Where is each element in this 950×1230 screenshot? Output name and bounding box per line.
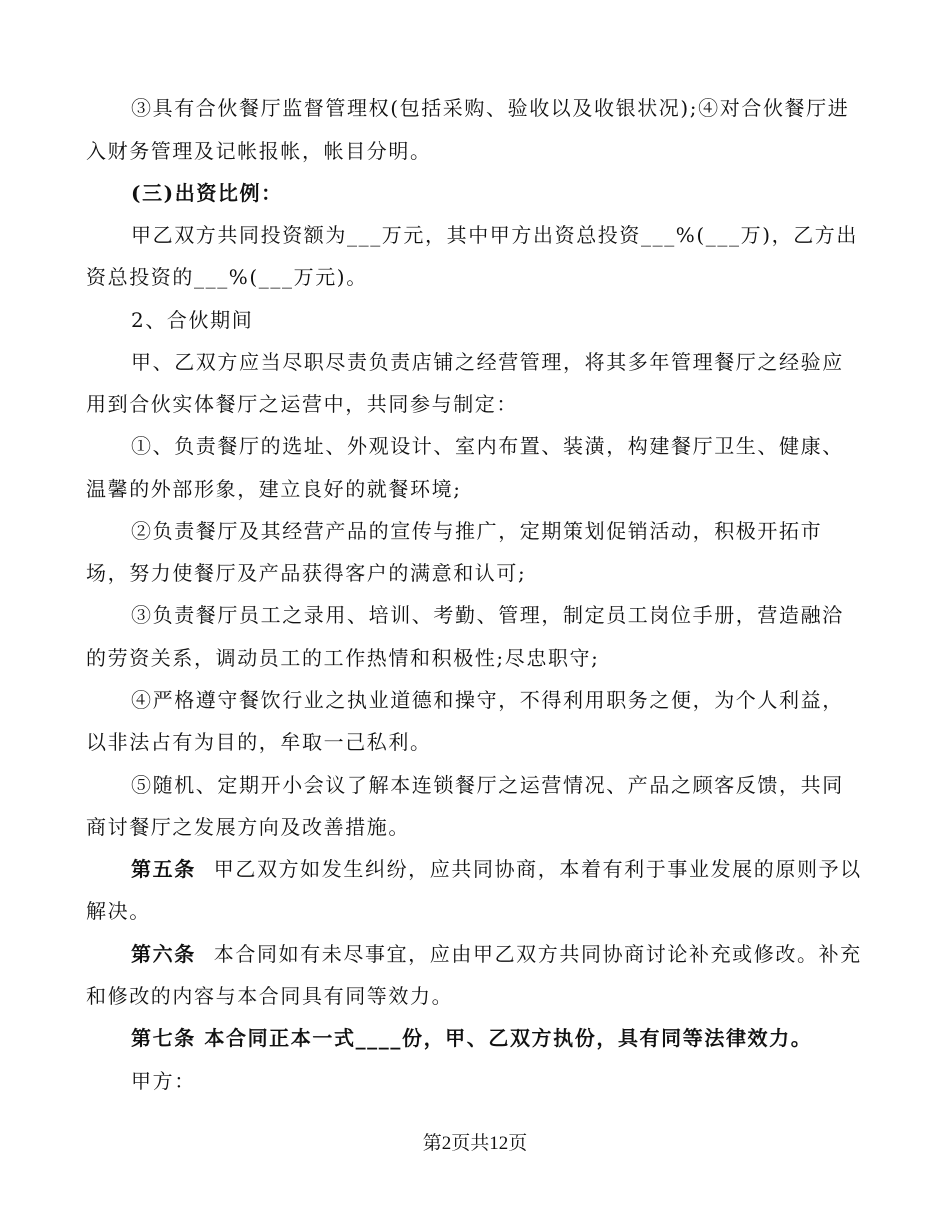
article-5-text: 甲乙双方如发生纠纷，应共同协商，本着有利于事业发展的原则予以 xyxy=(213,857,862,881)
text-line: 场，努力使餐厅及产品获得客户的满意和认可; xyxy=(86,561,527,585)
text-line: 解决。 xyxy=(86,899,151,923)
section-heading: (三)出资比例： xyxy=(131,181,283,205)
article-5-label: 第五条 xyxy=(131,857,196,881)
article-line xyxy=(131,856,862,882)
text-line: 甲乙双方共同投资额为___万元，其中甲方出资总投资___%(___万)，乙方出 xyxy=(131,223,859,247)
party-a-label: 甲方： xyxy=(131,1069,196,1093)
text-line: 商讨餐厅之发展方向及改善措施。 xyxy=(86,815,410,839)
text-line: 的劳资关系，调动员工的工作热情和积极性;尽忠职守; xyxy=(86,646,600,670)
article-6-text: 本合同如有未尽事宜，应由甲乙双方共同协商讨论补充或修改。补充 xyxy=(213,942,862,966)
text-line: 和修改的内容与本合同具有同等效力。 xyxy=(86,984,454,1008)
text-line: 温馨的外部形象，建立良好的就餐环境; xyxy=(86,477,462,501)
text-line: ⑤随机、定期开小会议了解本连锁餐厅之运营情况、产品之顾客反馈，共同 xyxy=(131,773,844,797)
text-line: ④严格遵守餐饮行业之执业道德和操守，不得利用职务之便，为个人利益， xyxy=(131,688,844,712)
text-line: 资总投资的___%(___万元)。 xyxy=(86,265,368,289)
article-6-label: 第六条 xyxy=(131,942,196,966)
text-line: ①、负责餐厅的选址、外观设计、室内布置、装潢，构建餐厅卫生、健康、 xyxy=(131,434,844,458)
text-line: 入财务管理及记帐报帐，帐目分明。 xyxy=(86,139,432,163)
article-line xyxy=(131,941,862,967)
text-line: 用到合伙实体餐厅之运营中，共同参与制定： xyxy=(86,392,518,416)
text-line: ③负责餐厅员工之录用、培训、考勤、管理，制定员工岗位手册，营造融洽 xyxy=(131,603,844,627)
text-line: 甲、乙双方应当尽职尽责负责店铺之经营管理，将其多年管理餐厅之经验应 xyxy=(131,350,844,374)
text-line: 以非法占有为目的，牟取一己私利。 xyxy=(86,730,432,754)
text-line: ③具有合伙餐厅监督管理权(包括采购、验收以及收银状况);④对合伙餐厅进 xyxy=(131,96,850,120)
section-heading: 2、合伙期间 xyxy=(131,308,254,332)
article-7-line: 第七条 本合同正本一式____份，甲、乙双方执份，具有同等法律效力。 xyxy=(131,1026,813,1050)
text-line: ②负责餐厅及其经营产品的宣传与推广，定期策划促销活动，积极开拓市 xyxy=(131,519,823,543)
page-footer: 第2页共12页 xyxy=(422,1133,528,1154)
